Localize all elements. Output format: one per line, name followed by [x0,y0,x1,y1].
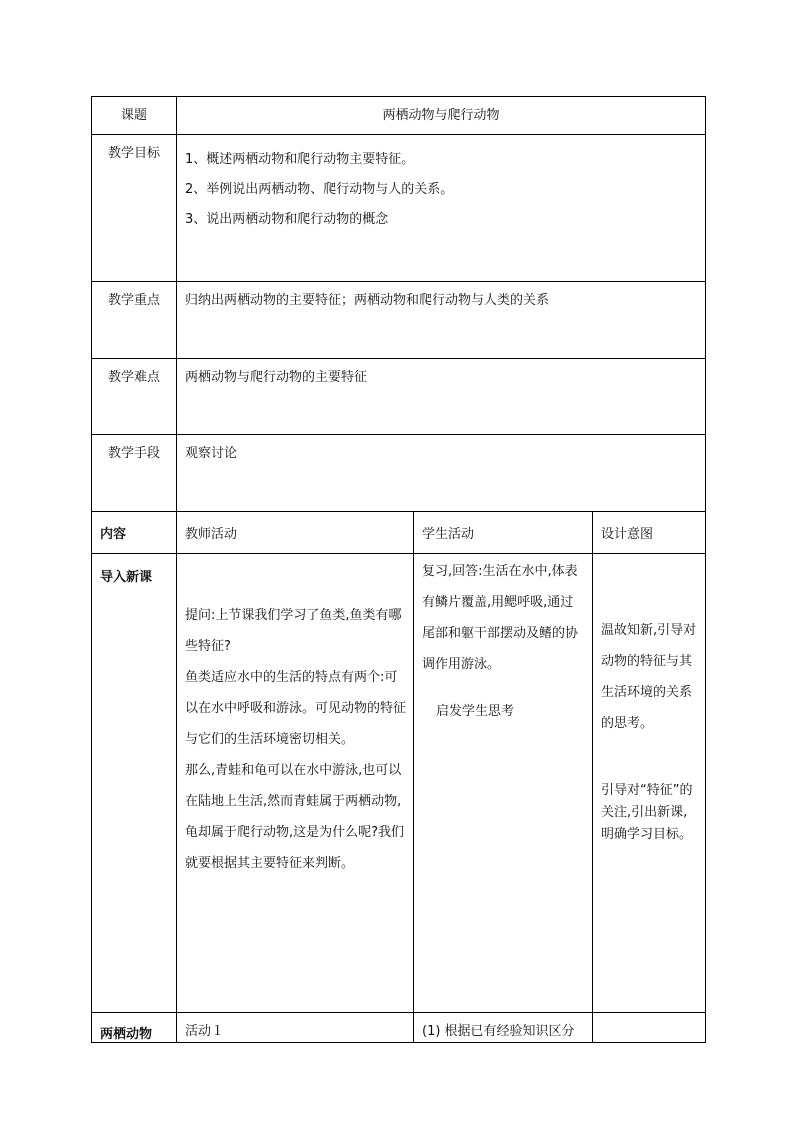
teacher-activity-cell: 活动１ [177,1013,414,1043]
key-points-label: 教学重点 [92,282,177,359]
difficulties-row [92,359,706,435]
means-row [92,435,706,512]
difficulties-label: 教学难点 [92,359,177,435]
design-intent-cell [593,1013,706,1043]
student-activity-cell [414,554,593,1013]
means-value: 观察讨论 [177,435,706,512]
design-intent-cell [593,554,706,1013]
goals-label: 教学目标 [92,135,177,282]
teacher-column-header: 教师活动 [177,512,414,554]
design-column-header: 设计意图 [593,512,706,554]
goals-row [92,135,706,282]
key-points-value: 归纳出两栖动物的主要特征；两栖动物和爬行动物与人类的关系 [177,282,706,359]
topic-label: 课题 [92,97,177,135]
teacher-paragraph: 那么,青蛙和龟可以在水中游泳,也可以在陆地上生活,然而青蛙属于两栖动物,龟却属于爬行动物,这是为什么呢?我们就要根据其主要特征来判断。 [185,763,405,871]
student-activity-cell: (1) 根据已有经验知识区分 [414,1013,593,1043]
content-column-header: 内容 [92,512,177,554]
goal-item: 3、说出两栖动物和爬行动物的概念 [185,212,389,227]
means-label: 教学手段 [92,435,177,512]
student-column-header: 学生活动 [414,512,593,554]
section-title: 导入新课 [92,554,177,1013]
design-paragraph: 引导对“特征”的关注,引出新课,明确学习目标。 [601,783,693,842]
student-paragraph: 启发学生思考 [436,704,515,719]
section-title: 两栖动物 [92,1013,177,1043]
difficulties-value: 两栖动物与爬行动物的主要特征 [177,359,706,435]
teacher-paragraph: 提问:上节课我们学习了鱼类,鱼类有哪些特征? [185,608,402,654]
teacher-paragraph: 鱼类适应水中的生活的特点有两个:可以在水中呼吸和游泳。可见动物的特征与它们的生活环境密切相关。 [185,670,407,747]
student-paragraph: 复习,回答:生活在水中,体表有鳞片覆盖,用鳃呼吸,通过尾部和躯干部摆动及鳍的协调作用游泳。 [422,564,579,672]
teacher-activity-cell [177,554,414,1013]
goal-item: 2、举例说出两栖动物、爬行动物与人的关系。 [185,182,454,197]
column-header-row [92,512,706,554]
topic-row [92,97,706,135]
key-points-row [92,282,706,359]
topic-value: 两栖动物与爬行动物 [177,97,706,135]
section-row [92,554,706,1013]
goal-item: 1、概述两栖动物和爬行动物主要特征。 [185,152,415,167]
lesson-plan-table [91,96,706,1043]
goals-list [177,135,706,282]
design-paragraph: 温故知新,引导对动物的特征与其生活环境的关系的思考。 [601,623,697,731]
section-row [92,1013,706,1043]
